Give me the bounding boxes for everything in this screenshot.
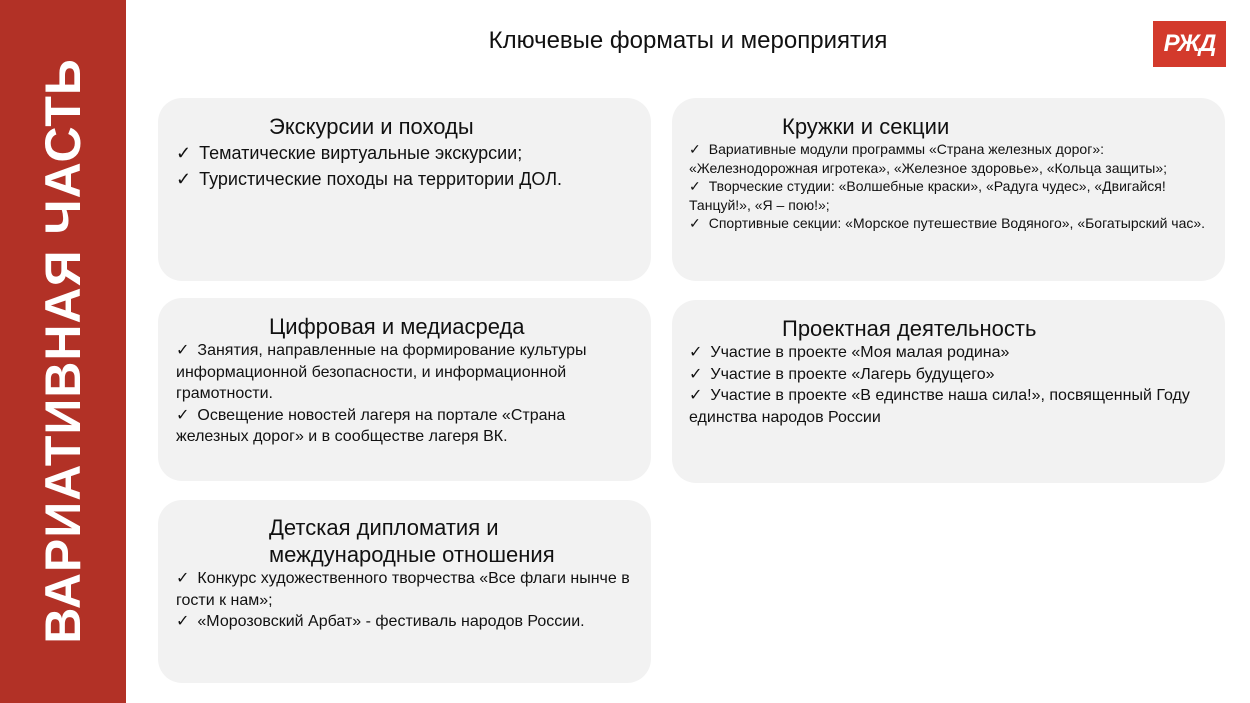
card-list: [689, 140, 1207, 233]
check-icon: ✓: [176, 342, 190, 359]
check-icon: ✓: [689, 344, 703, 361]
card-title: Проектная деятельность: [782, 316, 1037, 341]
card-title: Экскурсии и походы: [269, 114, 474, 139]
list-item-text: Конкурс художественного творчества «Все флаги нынче в гости к нам»;: [176, 570, 630, 609]
card-title: Цифровая и медиасреда: [269, 314, 525, 339]
list-item: [176, 611, 633, 633]
check-icon: ✓: [176, 143, 192, 163]
list-item-text: Участие в проекте «Лагерь будущего»: [710, 365, 995, 383]
list-item-text: «Морозовский Арбат» - фестиваль народов России.: [197, 613, 585, 630]
check-icon: ✓: [176, 169, 192, 189]
sidebar-title: ВАРИАТИВНАЯ ЧАСТЬ: [35, 58, 91, 644]
list-item: [689, 140, 1207, 177]
list-item: [689, 177, 1207, 214]
list-item: [689, 364, 1207, 386]
card-excursions: [158, 98, 651, 281]
list-item: [176, 340, 633, 405]
check-icon: ✓: [689, 215, 701, 231]
check-icon: ✓: [689, 365, 703, 383]
list-item-text: Участие в проекте «Моя малая родина»: [710, 344, 1010, 361]
list-item: [176, 140, 633, 166]
check-icon: ✓: [176, 613, 190, 630]
check-icon: ✓: [176, 406, 190, 424]
check-icon: ✓: [176, 570, 190, 587]
card-title: Детская дипломатия и международные отношения: [269, 515, 555, 567]
card-list: [176, 140, 633, 192]
card-list: [176, 568, 633, 633]
card-projects: [672, 300, 1225, 483]
list-item: [176, 405, 633, 448]
list-item-text: Освещение новостей лагеря на портале «Страна железных дорог» и в сообществе лагеря ВК.: [176, 406, 566, 445]
list-item-text: Тематические виртуальные экскурсии;: [199, 143, 523, 163]
list-item-text: Спортивные секции: «Морское путешествие Водяного», «Богатырский час».: [708, 215, 1206, 231]
card-digital-media: [158, 298, 651, 481]
check-icon: ✓: [689, 141, 701, 157]
list-item: [689, 342, 1207, 364]
list-item-text: Туристические походы на территории ДОЛ.: [199, 169, 563, 189]
list-item-text: Творческие студии: «Волшебные краски», «Радуга чудес», «Двигайся! Танцуй!», «Я – пою!»;: [689, 178, 1166, 213]
card-clubs: [672, 98, 1225, 281]
list-item: [689, 214, 1207, 233]
card-title: Кружки и секции: [782, 114, 950, 139]
page-title: Ключевые форматы и мероприятия: [488, 27, 888, 54]
list-item: [176, 166, 633, 192]
check-icon: ✓: [689, 387, 703, 404]
rzd-logo: РЖД: [1153, 21, 1226, 67]
card-diplomacy: [158, 500, 651, 683]
card-list: [176, 340, 633, 448]
list-item: [689, 385, 1207, 428]
check-icon: ✓: [689, 178, 701, 194]
card-list: [689, 342, 1207, 428]
list-item: [176, 568, 633, 611]
list-item-text: Вариативные модули программы «Страна железных дорог»: «Железнодорожная игротека», «Железное здоровье», «Кольца защиты»;: [689, 141, 1167, 176]
list-item-text: Участие в проекте «В единстве наша сила!», посвященный Году единства народов России: [689, 387, 1190, 426]
sidebar: [0, 0, 126, 703]
list-item-text: Занятия, направленные на формирование культуры информационной безопасности, и информационной грамотности.: [176, 342, 587, 402]
